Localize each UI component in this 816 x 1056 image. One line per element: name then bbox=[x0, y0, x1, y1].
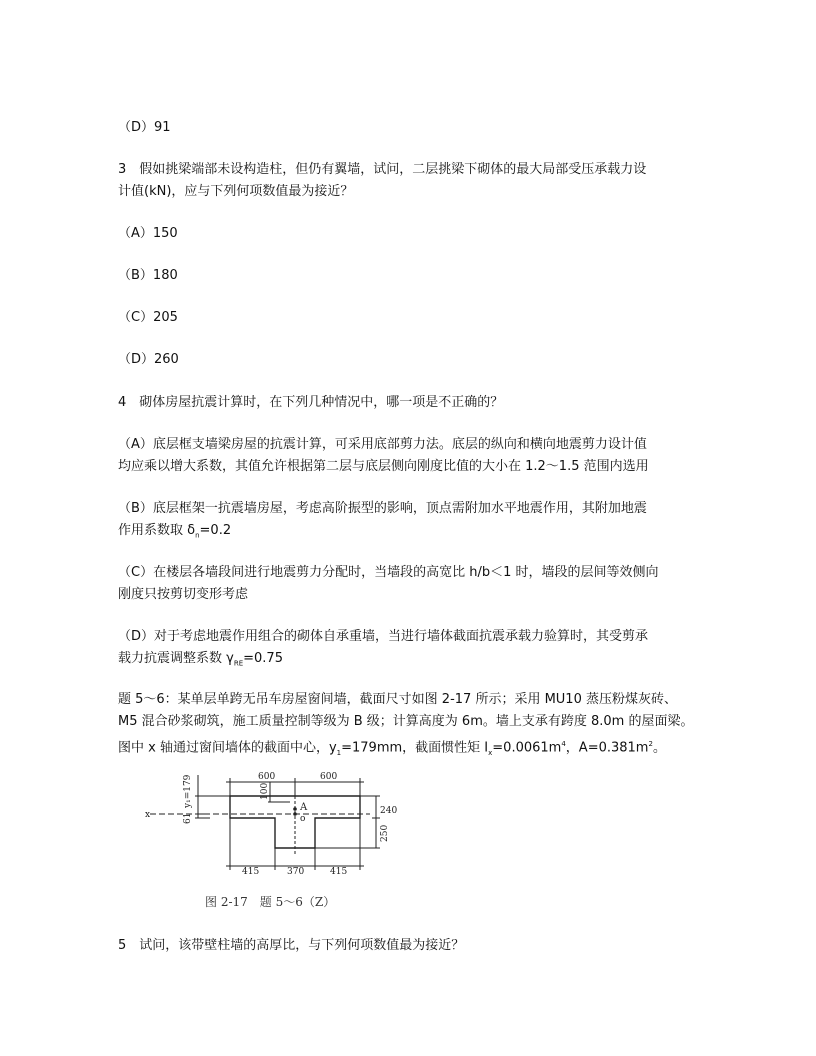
label-o: o bbox=[300, 814, 306, 824]
q4-option-a-line2: 均应乘以增大系数，其值允许根据第二层与底层侧向刚度比值的大小在 1.2～1.5 范围内选用 bbox=[118, 459, 649, 474]
q4-stem: 4 砌体房屋抗震计算时，在下列几种情况中，哪一项是不正确的？ bbox=[118, 395, 504, 410]
q5-stem: 5 试问，该带壁柱墙的高厚比，与下列何项数值最为接近？ bbox=[118, 938, 465, 953]
section-figure-2-17 bbox=[140, 770, 430, 890]
point-o bbox=[293, 812, 297, 816]
q3-option-a: （A）150 bbox=[118, 226, 178, 241]
q56-line1: 题 5～6：某单层单跨无吊车房屋窗间墙，截面尺寸如图 2-17 所示；采用 MU10 蒸压粉煤灰砖、 bbox=[118, 692, 677, 707]
label-a: A bbox=[300, 802, 308, 813]
q3-option-b: （B）180 bbox=[118, 268, 178, 283]
q3-stem-line1: 3 假如挑梁端部未设构造柱，但仍有翼墙，试问，二层挑梁下砌体的最大局部受压承载力设 bbox=[118, 162, 647, 177]
q3-option-c: （C）205 bbox=[118, 310, 178, 325]
q4-option-a-line1: （A）底层框支墙梁房屋的抗震计算，可采用底部剪力法。底层的纵向和横向地震剪力设计值 bbox=[118, 437, 647, 452]
dim-y1: y₁=179 bbox=[183, 774, 193, 808]
dim-61: 61 bbox=[183, 812, 193, 824]
q3-option-d: （D）260 bbox=[118, 352, 179, 367]
q3-stem-line2: 计值(kN)，应与下列何项数值最为接近？ bbox=[118, 184, 354, 199]
dim-top-left: 600 bbox=[258, 772, 276, 782]
q4-option-d-line1: （D）对于考虑地震作用组合的砌体自承重墙，当进行墙体截面抗震承载力验算时，其受剪承 bbox=[118, 629, 649, 644]
q56-line3: 图中 x 轴通过窗间墙体的截面中心，$y_1=179mm$，截面惯性矩 $I_x=0.0061m^4$，$A=0.381m^2$。 bbox=[118, 740, 666, 757]
q4-option-c-line2: 刚度只按剪切变形考虑 bbox=[118, 587, 249, 602]
q4-option-d-line2: 载力抗震调整系数 $\gamma_{RE}=0.75$ bbox=[118, 651, 283, 668]
dim-top-right: 600 bbox=[320, 772, 338, 782]
point-a bbox=[293, 807, 297, 811]
dim-240: 240 bbox=[380, 806, 398, 816]
dim-100: 100 bbox=[260, 782, 270, 800]
dim-250: 250 bbox=[380, 824, 390, 842]
dim-bottom-left: 415 bbox=[242, 867, 260, 877]
q56-line2: M5 混合砂浆砌筑，施工质量控制等级为 B 级；计算高度为 6m。墙上支承有跨度 8.0m 的屋面梁。 bbox=[118, 714, 694, 729]
q2-option-d: （D）91 bbox=[118, 120, 171, 135]
q4-option-b-line1: （B）底层框架一抗震墙房屋，考虑高阶振型的影响，顶点需附加水平地震作用，其附加地震 bbox=[118, 501, 647, 516]
q4-option-c-line1: （C）在楼层各墙段间进行地震剪力分配时，当墙段的高宽比 h/b＜1 时，墙段的层间等效侧向 bbox=[118, 565, 659, 580]
figure-caption: 图 2-17 题 5～6（Z） bbox=[205, 895, 336, 909]
dim-bottom-right: 415 bbox=[330, 867, 348, 877]
q4-option-b-line2: 作用系数取 $\delta_n=0.2$ bbox=[118, 523, 232, 540]
dim-bottom-mid: 370 bbox=[287, 867, 305, 877]
label-x: x bbox=[145, 810, 151, 820]
